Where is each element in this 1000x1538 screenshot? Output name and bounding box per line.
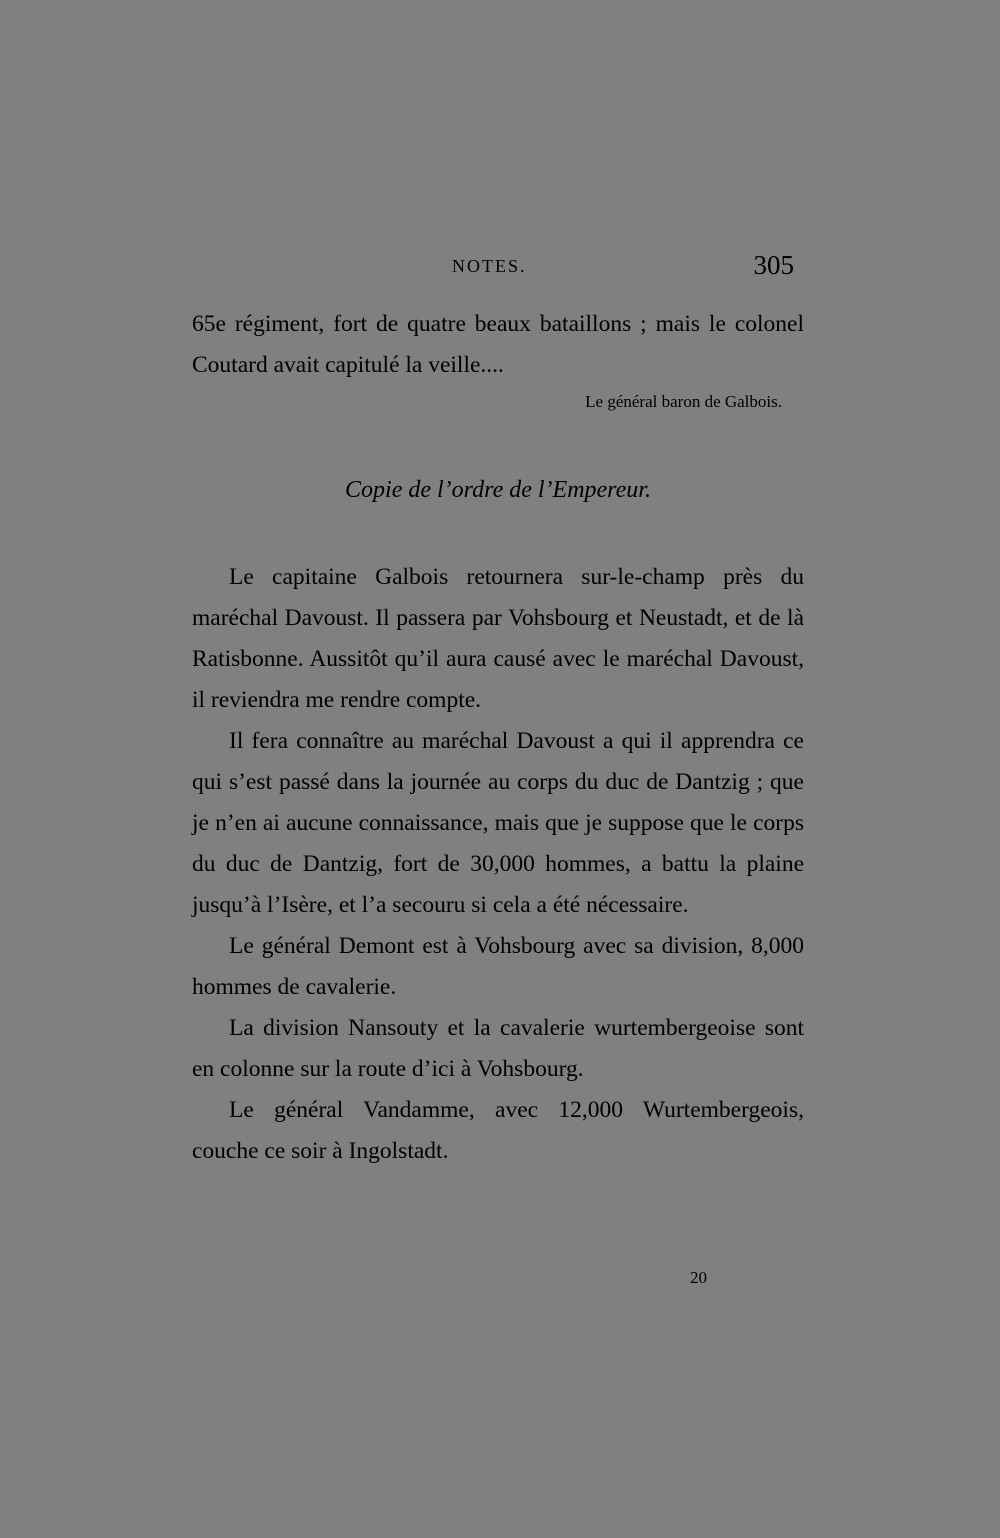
text-block: [192, 304, 804, 1172]
paragraph: Il fera connaître au maréchal Davoust a qui il apprendra ce qui s’est passé dans la journée au corps du duc de Dantzig ; que je n’en ai aucune connaissance, mais que je suppose que le corps du duc de Dantzig, fort de 30,000 hommes, a battu la plaine jusqu’à l’Isère, et l’a secouru si cela a été nécessaire.: [192, 728, 804, 918]
paragraph: Le général Demont est à Vohsbourg avec sa division, 8,000 hommes de cavalerie.: [192, 933, 804, 1000]
running-head: [190, 250, 794, 284]
paragraph: La division Nansouty et la cavalerie wurtembergeoise sont en colonne sur la route d’ici à Vohsbourg.: [192, 1015, 804, 1082]
section-heading: Copie de l’ordre de l’Empereur.: [345, 477, 651, 503]
letter-signature: Le général baron de Galbois.: [585, 392, 782, 411]
paragraph-continued: 65e régiment, fort de quatre beaux bataillons ; mais le colonel Coutard avait capitulé la veille....: [192, 311, 804, 378]
running-title: NOTES.: [452, 256, 527, 276]
paragraph: Le général Vandamme, avec 12,000 Wurtembergeois, couche ce soir à Ingolstadt.: [192, 1097, 804, 1164]
page-number: 305: [753, 250, 794, 280]
paragraph: Le capitaine Galbois retournera sur-le-champ près du maréchal Davoust. Il passera par Vohsbourg et Neustadt, et de là Ratisbonne. Aussitôt qu’il aura causé avec le maréchal Davoust, il reviendra me rendre compte.: [192, 564, 804, 713]
printer-signature-mark: 20: [690, 1268, 707, 1287]
